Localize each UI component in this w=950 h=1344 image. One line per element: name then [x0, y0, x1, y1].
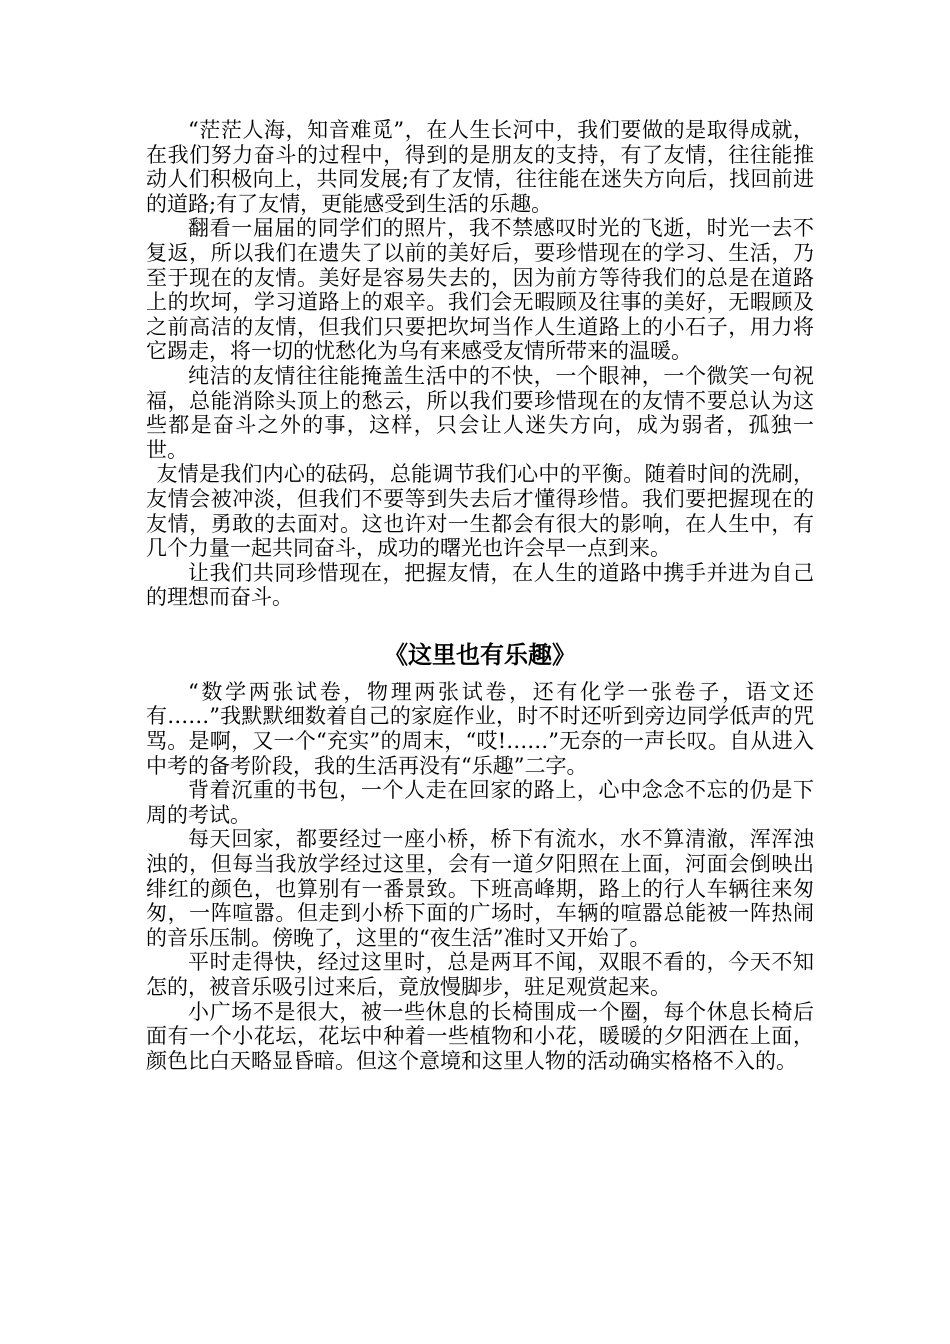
- document-page: [146, 118, 814, 1073]
- paragraph: 友情是我们内心的砝码，总能调节我们心中的平衡。随着时间的洗刷，友情会被冲淡，但我们不要等到失去后才懂得珍惜。我们要把握现在的友情，勇敢的去面对。这也许对一生都会有很大的影响，在人生中，有几个力量一起共同奋斗，成功的曙光也许会早一点到来。: [146, 462, 814, 561]
- paragraph: 纯洁的友情往往能掩盖生活中的不快，一个眼神，一个微笑一句祝福，总能消除头顶上的愁云，所以我们要珍惜现在的友情不要总认为这些都是奋斗之外的事，这样，只会让人迷失方向，成为弱者，孤独一世。: [146, 363, 814, 462]
- essay-title: 《这里也有乐趣》: [384, 639, 576, 669]
- essay-friendship: [146, 118, 814, 610]
- paragraph: 让我们共同珍惜现在，把握友情，在人生的道路中携手并进为自己的理想而奋斗。: [146, 560, 814, 610]
- paragraph: 平时走得快，经过这里时，总是两耳不闻，双眼不看的，今天不知怎的，被音乐吸引过来后，竟放慢脚步，驻足观赏起来。: [146, 950, 814, 999]
- paragraph: 小广场不是很大，被一些休息的长椅围成一个圈，每个休息长椅后面有一个小花坛，花坛中种着一些植物和小花，暖暖的夕阳洒在上面，颜色比白天略显昏暗。但这个意境和这里人物的活动确实格格不入的。: [146, 999, 814, 1073]
- paragraph: 翻看一届届的同学们的照片，我不禁感叹时光的飞逝，时光一去不复返，所以我们在遗失了以前的美好后，要珍惜现在的学习、生活，乃至于现在的友情。美好是容易失去的，因为前方等待我们的总是在道路上的坎坷，学习道路上的艰辛。我们会无暇顾及往事的美好，无暇顾及之前高洁的友情，但我们只要把坎坷当作人生道路上的小石子，用力将它踢走，将一切的忧愁化为乌有来感受友情所带来的温暖。: [146, 216, 814, 364]
- paragraph: 每天回家，都要经过一座小桥，桥下有流水，水不算清澈，浑浑浊浊的，但每当我放学经过这里，会有一道夕阳照在上面，河面会倒映出绯红的颜色，也算别有一番景致。下班高峰期，路上的行人车辆往来匆匆，一阵喧嚣。但走到小桥下面的广场时，车辆的喧嚣总能被一阵热闹的音乐压制。傍晚了，这里的“夜生活”准时又开始了。: [146, 827, 814, 950]
- paragraph: “茫茫人海，知音难觅”，在人生长河中，我们要做的是取得成就，在我们努力奋斗的过程中，得到的是朋友的支持，有了友情，往往能推动人们积极向上，共同发展;有了友情，往往能在迷失方向后，找回前进的道路;有了友情，更能感受到生活的乐趣。: [146, 118, 814, 216]
- paragraph: 背着沉重的书包，一个人走在回家的路上，心中念念不忘的仍是下周的考试。: [146, 778, 814, 827]
- paragraph: “数学两张试卷，物理两张试卷，还有化学一张卷子，语文还有……”我默默细数着自己的家庭作业，时不时还听到旁边同学低声的咒骂。是啊，又一个“充实”的周末，“哎!……”无奈的一声长叹。自从进入中考的备考阶段，我的生活再没有“乐趣”二字。: [146, 679, 814, 778]
- essay-fun-here: [146, 680, 814, 1074]
